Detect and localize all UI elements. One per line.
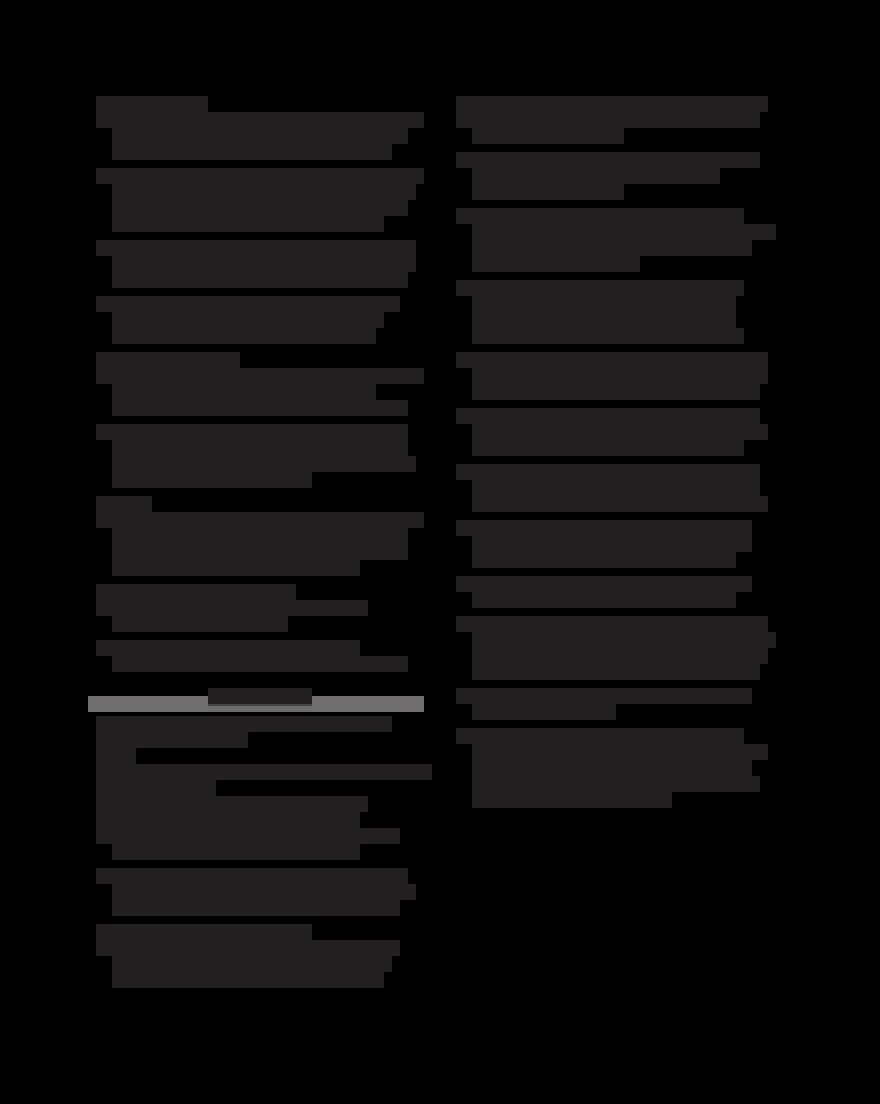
text-line-redacted [96, 352, 240, 368]
text-line-redacted [472, 536, 752, 552]
text-line-redacted [96, 828, 400, 844]
text-line-redacted [96, 716, 392, 732]
text-line-redacted [472, 184, 624, 200]
text-line-redacted [96, 868, 408, 884]
text-line-redacted [112, 956, 392, 972]
text-line-redacted [456, 616, 768, 632]
text-line-redacted [96, 512, 424, 528]
text-line-redacted [472, 128, 624, 144]
text-line-redacted [112, 216, 384, 232]
text-line-redacted [472, 440, 744, 456]
text-line-redacted [96, 940, 400, 956]
text-line-redacted [112, 128, 408, 144]
text-line-redacted [456, 576, 752, 592]
text-line-redacted [96, 368, 424, 384]
text-line-redacted [112, 456, 416, 472]
text-line-redacted [472, 744, 768, 760]
text-line-redacted [96, 296, 400, 312]
text-line-redacted [112, 272, 408, 288]
text-line-redacted [472, 224, 776, 240]
text-line-redacted [96, 112, 424, 128]
text-line-redacted [96, 796, 368, 812]
text-line-redacted [472, 664, 760, 680]
text-line-redacted [96, 764, 432, 780]
text-line-redacted [96, 924, 312, 940]
text-line-redacted [112, 972, 384, 988]
text-line-redacted [96, 640, 360, 656]
text-line-redacted [112, 384, 376, 400]
text-line-redacted [472, 256, 640, 272]
text-line-redacted [472, 496, 768, 512]
text-line-redacted [456, 208, 744, 224]
text-line-redacted [112, 312, 384, 328]
text-line-redacted [472, 776, 760, 792]
text-line-redacted [472, 312, 736, 328]
text-line-redacted [96, 424, 408, 440]
text-line-redacted [472, 328, 744, 344]
text-line-redacted [112, 184, 416, 200]
text-line-redacted [472, 384, 760, 400]
text-line-redacted [96, 732, 248, 748]
text-line-redacted [96, 96, 208, 112]
section-header-label [208, 688, 312, 706]
text-line-redacted [472, 552, 736, 568]
text-line-redacted [472, 240, 752, 256]
text-line-redacted [472, 760, 752, 776]
text-line-redacted [472, 704, 616, 720]
text-line-redacted [112, 472, 312, 488]
text-line-redacted [112, 656, 408, 672]
text-line-redacted [112, 544, 408, 560]
text-line-redacted [96, 812, 360, 828]
text-line-redacted [96, 748, 136, 764]
text-line-redacted [472, 648, 768, 664]
text-line-redacted [112, 200, 408, 216]
text-line-redacted [112, 884, 416, 900]
text-line-redacted [456, 520, 752, 536]
text-line-redacted [472, 632, 776, 648]
text-line-redacted [472, 592, 736, 608]
text-line-redacted [96, 584, 296, 600]
text-line-redacted [112, 400, 408, 416]
text-line-redacted [96, 780, 216, 796]
text-line-redacted [456, 96, 768, 112]
text-line-redacted [112, 256, 416, 272]
right-column [448, 96, 788, 808]
text-line-redacted [112, 528, 408, 544]
text-line-redacted [112, 144, 392, 160]
text-line-redacted [472, 424, 768, 440]
text-line-redacted [456, 688, 752, 704]
text-line-redacted [96, 168, 424, 184]
text-line-redacted [456, 408, 760, 424]
left-column [88, 96, 428, 672]
text-line-redacted [96, 496, 152, 512]
text-line-redacted [456, 352, 768, 368]
text-line-redacted [112, 328, 376, 344]
text-line-redacted [456, 280, 744, 296]
text-line-redacted [456, 464, 760, 480]
text-line-redacted [472, 168, 720, 184]
text-line-redacted [112, 560, 360, 576]
text-line-redacted [472, 480, 760, 496]
text-line-redacted [472, 296, 736, 312]
text-line-redacted [112, 616, 288, 632]
text-line-redacted [112, 844, 360, 860]
text-line-redacted [472, 368, 768, 384]
text-line-redacted [112, 900, 400, 916]
text-line-redacted [96, 600, 368, 616]
text-line-redacted [456, 728, 744, 744]
text-line-redacted [456, 112, 760, 128]
text-line-redacted [112, 440, 408, 456]
text-line-redacted [456, 152, 760, 168]
text-line-redacted [96, 240, 416, 256]
left-column-lower [88, 716, 428, 988]
text-line-redacted [472, 792, 672, 808]
